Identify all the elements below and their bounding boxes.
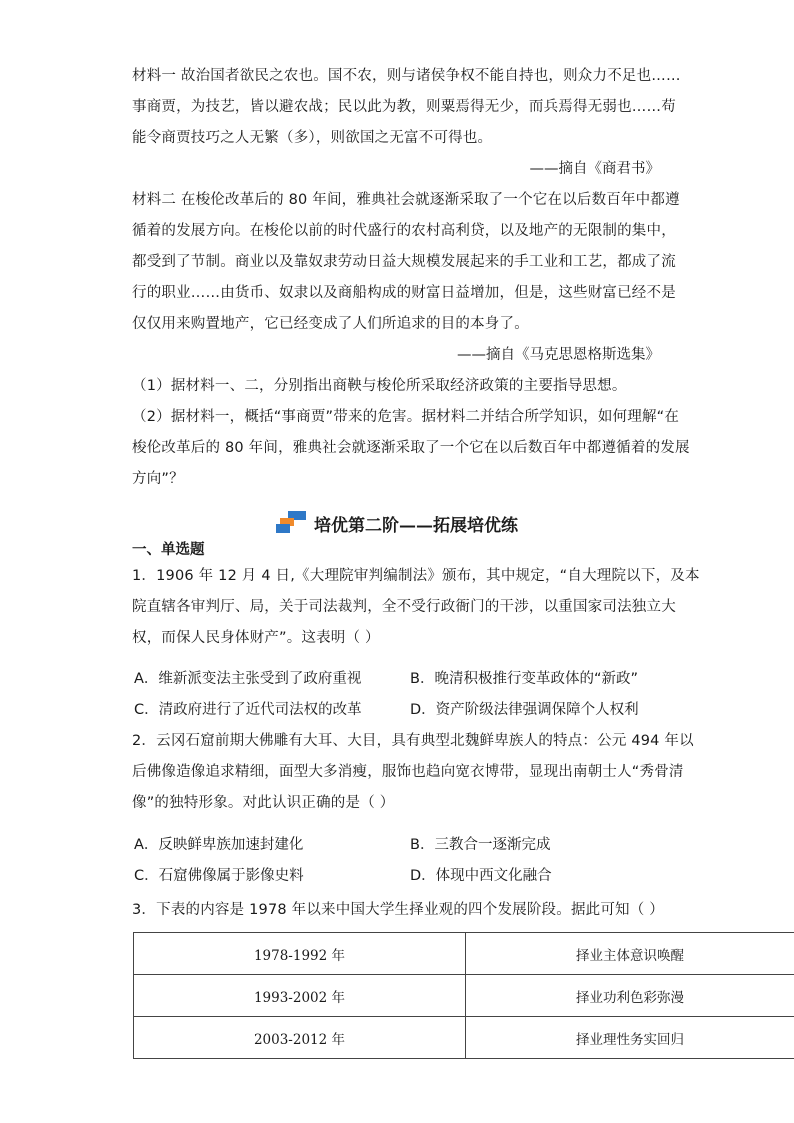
question-2-line-1: （2）据材料一，概括“事商贾”带来的危害。据材料二并结合所学知识，如何理解“在 [132,409,680,425]
question-1: （1）据材料一、二，分别指出商鞅与梭伦所采取经济政策的主要指导思想。 [132,378,627,394]
heading-text: 培优第二阶——拓展培优练 [314,515,518,536]
material1-line-3: 能令商贾技巧之人无繁（多），则欲国之无富不可得也。 [132,130,493,146]
section-title: 一、单选题 [132,542,205,558]
material2-line-5: 仅仅用来购置地产，它已经变成了人们所追求的目的本身了。 [132,316,529,332]
item1-option-c: C．清政府进行了近代司法权的改革 [134,702,362,718]
item2-line-1: 2．云冈石窟前期大佛雕有大耳、大目，具有典型北魏鲜卑族人的特点：公元 494 年以 [132,733,694,749]
item1-line-2: 院直辖各审判厅、局，关于司法裁判，全不受行政衙门的干涉，以重国家司法独立大 [132,599,676,615]
item2-line-2: 后佛像造像追求精细，面型大多消瘦，服饰也趋向宽衣博带，显现出南朝士人“秀骨清 [132,764,684,780]
item1-option-d: D．资产阶级法律强调保障个人权利 [410,702,639,718]
table-cell-stage: 择业功利色彩弥漫 [466,975,794,1017]
table-row [134,1017,794,1059]
table-cell-period: 1978-1992 年 [134,933,466,975]
item3-line: 3．下表的内容是 1978 年以来中国大学生择业观的四个发展阶段。据此可知（ ） [132,902,664,918]
section-heading [0,508,794,538]
material2-line-4: 行的职业……由货币、奴隶以及商船构成的财富日益增加，但是，这些财富已经不是 [132,285,676,301]
question-2-line-3: 方向”？ [132,471,184,487]
material1-line-1: 材料一 故治国者欲民之农也。国不农，则与诸侯争权不能自持也，则众力不足也…… [132,68,681,84]
item2-option-c: C．石窟佛像属于影像史料 [134,868,304,884]
material2-line-2: 循着的发展方向。在梭伦以前的时代盛行的农村高利贷，以及地产的无限制的集中， [132,223,676,239]
item2-option-b: B．三教合一逐渐完成 [410,837,551,853]
table-row [134,975,794,1017]
table-cell-period: 1993-2002 年 [134,975,466,1017]
item1-option-a: A．维新派变法主张受到了政府重视 [134,671,362,687]
blocks-icon [276,511,306,535]
material2-line-3: 都受到了节制。商业以及靠奴隶劳动日益大规模发展起来的手工业和工艺，都成了流 [132,254,676,270]
table-cell-period: 2003-2012 年 [134,1017,466,1059]
table-row [134,933,794,975]
item1-line-1: 1．1906 年 12 月 4 日,《大理院审判编制法》颁布，其中规定，“自大理院以下，及本 [132,568,700,584]
item2-option-d: D．体现中西文化融合 [410,868,552,884]
material2-line-1: 材料二 在梭伦改革后的 80 年间，雅典社会就逐渐采取了一个它在以后数百年中都遵 [132,192,680,208]
question-2-line-2: 梭伦改革后的 80 年间，雅典社会就逐渐采取了一个它在以后数百年中都遵循着的发展 [132,440,690,456]
item1-line-3: 权，而保人民身体财产”。这表明（ ） [132,630,380,646]
material1-source: ——摘自《商君书》 [529,161,660,177]
table-cell-stage: 择业理性务实回归 [466,1017,794,1059]
table-cell-stage: 择业主体意识唤醒 [466,933,794,975]
item2-line-3: 像”的独特形象。对此认识正确的是（ ） [132,795,395,811]
material2-source: ——摘自《马克思恩格斯选集》 [457,347,660,363]
item2-option-a: A．反映鲜卑族加速封建化 [134,837,304,853]
item1-option-b: B．晚清积极推行变革政体的“新政” [410,671,638,687]
career-stage-table [133,932,794,1059]
material1-line-2: 事商贾，为技艺，皆以避农战；民以此为教，则粟焉得无少，而兵焉得无弱也……苟 [132,99,676,115]
